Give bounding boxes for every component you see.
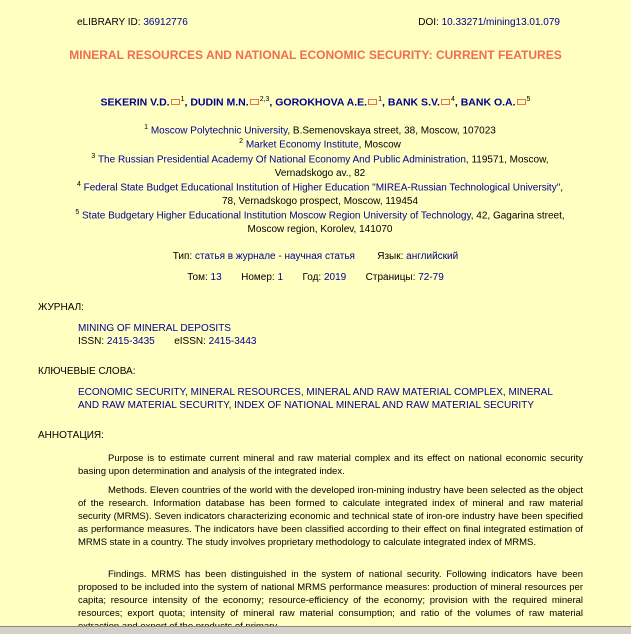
- journal-section-label: ЖУРНАЛ:: [38, 302, 84, 313]
- issue-line: Том: 13 Номер: 1 Год: 2019 Страницы: 72-79: [187, 272, 444, 283]
- affiliation: $^2$ Market Economy Institute, Moscow: [239, 138, 401, 151]
- volume-value: 13: [210, 272, 222, 283]
- affiliation: $^1$ Moscow Polytechnic University, B.Semenovskaya street, 38, Moscow, 107023: [144, 124, 496, 137]
- journal-block: MINING OF MINERAL DEPOSITS ISSN: 2415-3435 eISSN: 2415-3443: [78, 322, 573, 348]
- affiliation: $^3$ The Russian Presidential Academy Of National Economy And Public Administration, 119571, Moscow, Vernadskogo av., 82: [91, 153, 549, 180]
- author-link[interactable]: BANK O.A.: [460, 96, 516, 109]
- number-value[interactable]: 1: [277, 272, 284, 283]
- mail-icon[interactable]: [368, 99, 377, 105]
- author-link[interactable]: GOROKHOVA A.E.: [275, 96, 368, 109]
- abstract-paragraph: Purpose is to estimate current mineral and raw material complex and its effect on national economic security basing upon determination and analysis of the integrated index.: [78, 453, 583, 477]
- type-value: статья в журнале - научная статья: [195, 251, 355, 262]
- type-language-line: Тип: статья в журнале - научная статья Язык: английский: [172, 251, 459, 262]
- abstract-paragraph: Methods. Eleven countries of the world with the developed iron-mining industry have been selected as the object of the research. Information database has been formed to calculate integrated index of mineral and raw material security (MRMS). Seven indicators characterizing economic and technical state of iron-ore industry have been specified as performance measures. The indicators have been classified according to their effect on final integrated estimation of MRMS state in a country. The study involves proprietary methodology to calculate integrated index of MRMS.: [78, 485, 583, 548]
- keywords-section-label: КЛЮЧЕВЫЕ СЛОВА:: [38, 366, 136, 377]
- authors-list: SEKERIN V.D. $^1$, DUDIN M.N. $^{2,3}$, GOROKHOVA A.E. $^1$, BANK S.V. $^4$, BANK O.A. $^5$: [100, 96, 531, 109]
- article-title: MINERAL RESOURCES AND NATIONAL ECONOMIC SECURITY: CURRENT FEATURES: [69, 48, 562, 62]
- affiliation-link[interactable]: Market Economy Institute: [245, 139, 359, 151]
- affiliation-link[interactable]: Moscow Polytechnic University: [150, 125, 288, 137]
- author-link[interactable]: BANK S.V.: [387, 96, 440, 109]
- mail-icon[interactable]: [441, 99, 450, 105]
- annotation-section-label: АННОТАЦИЯ:: [38, 430, 104, 441]
- elibrary-label: eLIBRARY ID:: [77, 17, 141, 28]
- header-line: [77, 17, 560, 28]
- affiliation: $^4$ Federal State Budget Educational Institution of Higher Education "MIREA-Russian Technological University", 78, Vernadskogo prospect, Moscow, 119454: [76, 181, 564, 208]
- doi-link[interactable]: 10.33271/mining13.01.079: [441, 17, 560, 28]
- pages-value: 72-79: [418, 272, 444, 283]
- mail-icon[interactable]: [250, 99, 259, 105]
- issn-value: 2415-3435: [106, 336, 155, 347]
- affiliation-link[interactable]: Federal State Budget Educational Institution of Higher Education "MIREA-Russian Technological University": [83, 182, 561, 194]
- language-value: английский: [406, 251, 459, 262]
- journal-link[interactable]: MINING OF MINERAL DEPOSITS: [78, 323, 231, 334]
- year-value: 2019: [323, 272, 347, 283]
- eissn-value: 2415-3443: [208, 336, 257, 347]
- doi-label: DOI:: [418, 17, 439, 28]
- affiliation-link[interactable]: State Budgetary Higher Educational Institution Moscow Region University of Technology: [82, 210, 471, 222]
- abstract-paragraph: Findings. MRMS has been distinguished in the system of national security. Following indicators have been proposed to be included into the system of national MRMS performance measures: production of mineral resources per capita; resource intensity of the economy; resource-efficiency of the economy; provision with the required mineral resources; export quota; intensity of mineral raw material consumption; and ratio of the volumes of raw material: [78, 569, 583, 619]
- keywords-links[interactable]: ECONOMIC SECURITY, MINERAL RESOURCES, MINERAL AND RAW MATERIAL COMPLEX, MINERAL AND RAW MATERIAL SECURITY, INDEX OF NATIONAL MINERAL AND RAW MATERIAL SECURITY: [78, 387, 553, 411]
- author-link[interactable]: DUDIN M.N.: [190, 96, 249, 109]
- elibrary-id: 36912776: [143, 17, 188, 28]
- mail-icon[interactable]: [517, 99, 526, 105]
- author-link[interactable]: SEKERIN V.D.: [100, 96, 170, 109]
- affiliation-link[interactable]: The Russian Presidential Academy Of National Economy And Public Administration: [97, 154, 466, 166]
- affiliation: $^5$ State Budgetary Higher Educational Institution Moscow Region University of Technology, 42, Gagarina street, Moscow region, Korolev, 141070: [75, 209, 565, 236]
- mail-icon[interactable]: [171, 99, 180, 105]
